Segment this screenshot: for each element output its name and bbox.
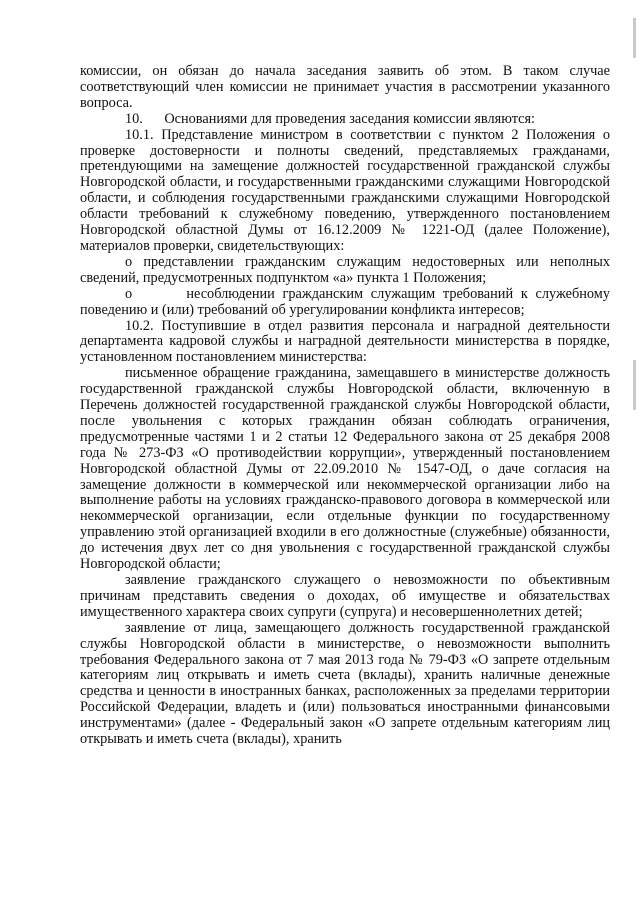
paragraph-10-grounds: 10. Основаниями для проведения заседания комиссии являются: bbox=[125, 110, 536, 127]
paragraph-10-1-bullet-noncompliance: о несоблюдении гражданским служащим требований к служебному поведению и (или) требований об урегулировании конфликта интересов; bbox=[80, 285, 614, 318]
paragraph-10-1: 10.1. Представление министром в соответствии с пунктом 2 Положения о проверке достоверности и полноты сведений, представляемых гражданами, претендующими на замещение должностей государственной гражданской службы Новгородской области, и государственными гражданскими служащими Новгородской области, и соблюдения государственными гражданскими служащими Новгородской области требований к служебному поведению, утвержденного постановлением Новгородской областной Думы от 16.12.2009 № 1221-ОД (далее Положение), материалов проверки, свидетельствующих: bbox=[80, 126, 610, 254]
paragraph-10-2-income-statement: заявление гражданского служащего о невозможности по объективным причинам представить сведения о доходах, об имуществе и обязательствах имущественного характера своих супруги (супруга) и несовершеннолетних детей; bbox=[80, 572, 610, 620]
paragraph-10-2-foreign-accounts: заявление от лица, замещающего должность государственной гражданской службы Новгородской области в министерстве, о невозможности выполнить требования Федерального закона от 7 мая 2013 года № 79-ФЗ «О запрете отдельным категориям лиц открывать и иметь счета (вклады), хранить наличные денежные средства и ценности в иностранных банках, расположенных за пределами территории Российской Федерации, владеть и (или) пользоваться иностранными финансовыми инструментами» (далее - Федеральный закон «О запрете отдельным категориям лиц открывать и иметь счета (вклады), хранить bbox=[80, 619, 610, 748]
scan-edge-mark-middle bbox=[633, 360, 636, 410]
paragraph-conflict-continuation: комиссии, он обязан до начала заседания заявить об этом. В таком случае соответствующий член комиссии не принимает участия в рассмотрении указанного вопроса. bbox=[80, 63, 610, 111]
document-page bbox=[80, 63, 614, 748]
paragraph-10-2-written-appeal: письменное обращение гражданина, замещавшего в министерстве должность государственной гражданской службы Новгородской области, включенную в Перечень должностей государственной гражданской службы Новгородской области, после увольнения с которых гражданин обязан соблюдать ограничения, предусмотренные частями 1 и 2 статьи 12 Федерального закона от 25 декабря 2008 года № 273-ФЗ «О противодействии коррупции», утвержденный постановлением Новгородской областной Думы от 22.09.2010 № 1547-ОД, о даче согласия на замещение должности в коммерческой или некоммерческой организации либо на выполнение работы на условиях гражданско-правового договора в коммерческой или некоммерческой организации, если отдельные функции по государственному управлению этой организацией входили в его должностные (служебные) обязанности, до истечения двух лет со дня увольнения с государственной гражданской службы Новгородской области; bbox=[80, 365, 610, 573]
paragraph-10-1-bullet-false-info: о представлении гражданским служащим недостоверных или неполных сведений, предусмотренных подпунктом «а» пункта 1 Положения; bbox=[80, 253, 610, 286]
scan-edge-mark-top bbox=[633, 18, 636, 58]
paragraph-10-2: 10.2. Поступившие в отдел развития персонала и наградной деятельности департамента кадровой службы и наградной деятельности министерства в порядке, установленном постановлением министерства: bbox=[80, 317, 610, 366]
